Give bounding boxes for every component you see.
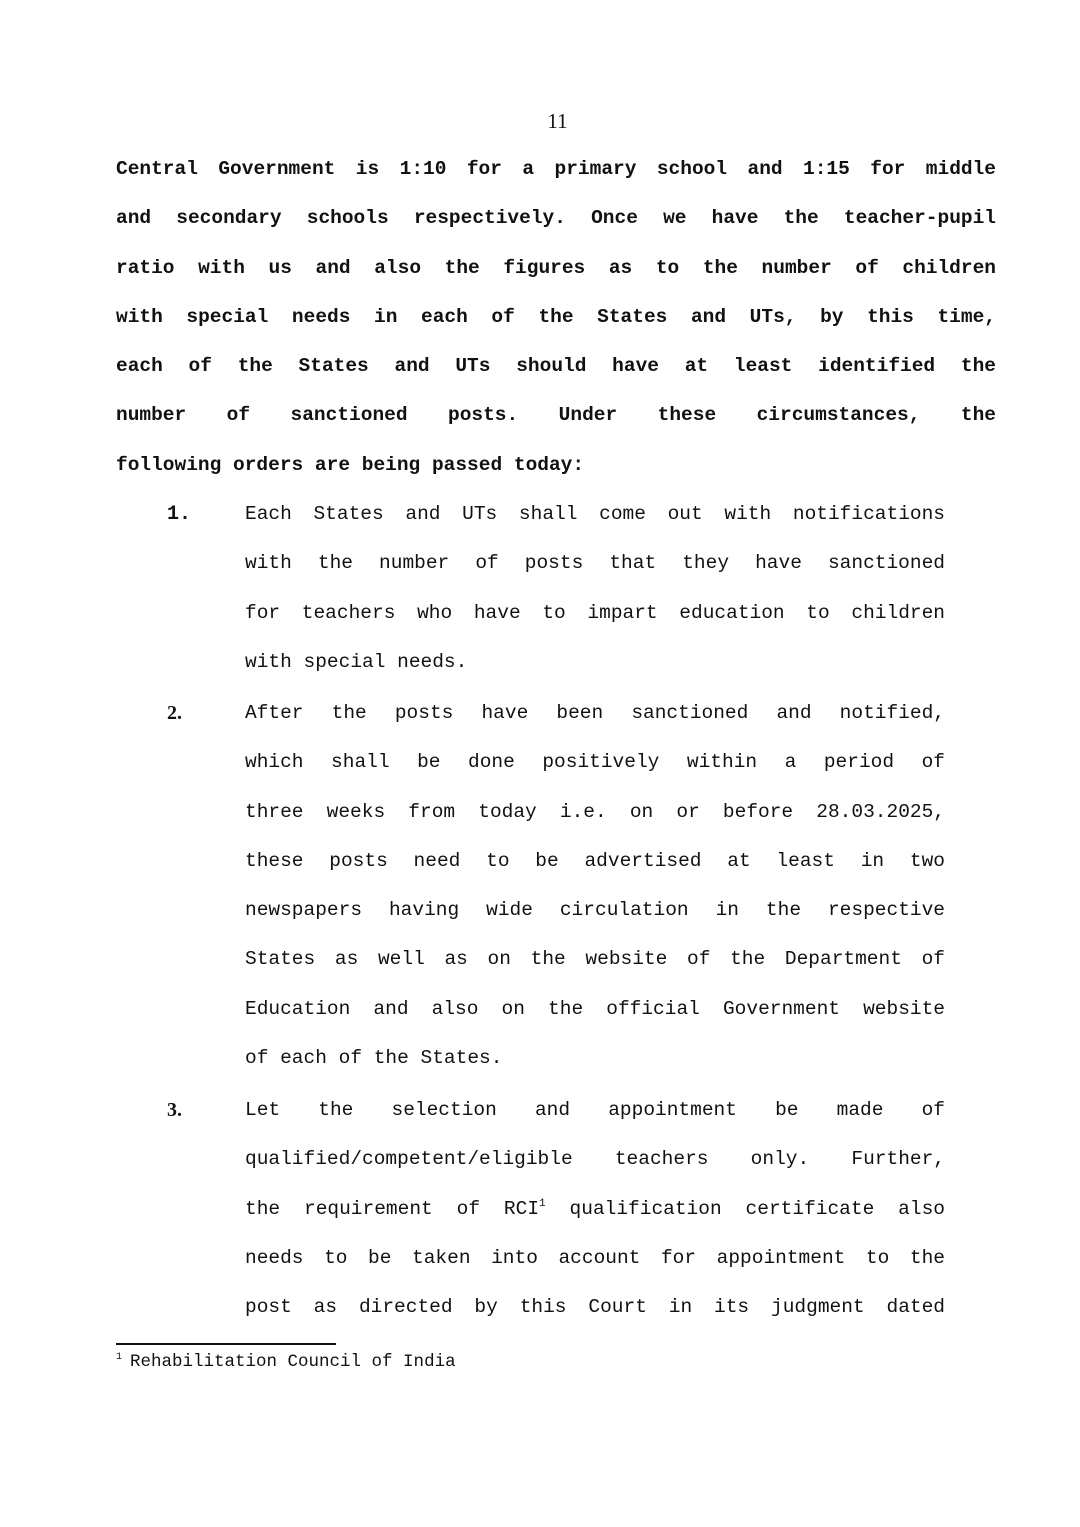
intro-line: ratio with us and also the figures as to the number of children [116,256,996,279]
order-line: of each of the States. [245,1047,503,1070]
order-line: Each States and UTs shall come out with notifications [245,503,945,525]
order-line-with-footnote [245,1185,945,1234]
order-text [245,490,945,687]
order-line: with special needs. [245,650,468,673]
order-line: States as well as on the website of the Department of [245,948,945,971]
order-line: with the number of posts that they have sanctioned [245,552,945,575]
footnote [116,1350,456,1374]
footnote-mark: 1 [116,1352,123,1363]
intro-line: with special needs in each of the States and UTs, by this time, [116,305,996,328]
intro-line: each of the States and UTs should have at least identified the [116,355,996,378]
order-line: three weeks from today i.e. on or before 28.03.2025, [245,800,945,823]
order-line: needs to be taken into account for appointment to the [245,1246,945,1269]
order-number: 3. [167,1099,182,1121]
order-line: Education and also on the official Government website [245,997,945,1020]
intro-line: number of sanctioned posts. Under these circumstances, the [116,404,996,427]
order-line: After the posts have been sanctioned and notified, [245,702,945,724]
intro-line: Central Government is 1:10 for a primary school and 1:15 for middle [116,158,996,180]
order-line: which shall be done positively within a period of [245,751,945,774]
intro-paragraph [116,145,996,490]
intro-line: following orders are being passed today: [116,453,585,476]
order-line-text: the requirement of RCI [245,1197,540,1220]
order-number: 2. [167,702,182,724]
order-line: these posts need to be advertised at least in two [245,849,945,872]
order-line: Let the selection and appointment be made of [245,1099,945,1121]
footnote-text: Rehabilitation Council of India [130,1352,456,1372]
footnote-reference[interactable]: 1 [539,1197,546,1210]
order-line: newspapers having wide circulation in the respective [245,899,945,922]
order-number: 1. [167,503,192,526]
order-text [245,689,945,1083]
order-line-text: qualification certificate also [545,1197,945,1220]
order-line: post as directed by this Court in its judgment dated [245,1296,945,1319]
order-line: for teachers who have to impart education to children [245,601,945,624]
order-line: qualified/competent/eligible teachers only. Further, [245,1148,945,1171]
order-text [245,1086,945,1332]
intro-line: and secondary schools respectively. Once we have the teacher-pupil [116,207,996,230]
page-number: 11 [547,109,568,133]
footnote-divider [116,1343,336,1345]
